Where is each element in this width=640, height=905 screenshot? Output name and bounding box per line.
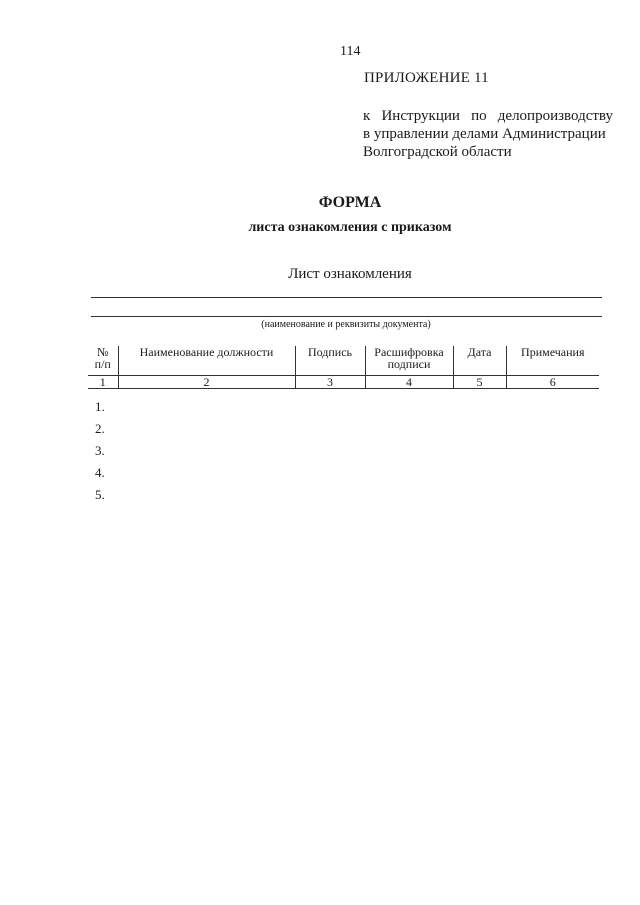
table-number-row [88, 376, 599, 389]
list-item: 5. [95, 487, 105, 502]
col-header-signature-decoding: Расшифровка подписи [365, 346, 453, 376]
document-name-line-2 [91, 316, 602, 317]
col-number: 6 [506, 376, 599, 389]
list-item: 2. [95, 421, 105, 436]
instruction-word: Инструкции [381, 108, 460, 124]
col-header-signature: Подпись [295, 346, 365, 376]
instruction-word: делопроизводству [497, 108, 613, 124]
instruction-word: по [471, 108, 487, 124]
instruction-line-2: в управлении делами Администрации [363, 126, 606, 142]
table-header-row [88, 346, 599, 376]
instruction-line-1 [363, 107, 613, 125]
row-list [95, 398, 105, 508]
list-item: 1. [95, 399, 105, 414]
col-header-position: Наименование должности [118, 346, 295, 376]
col-header-number: № п/п [88, 346, 118, 376]
appendix-label: ПРИЛОЖЕНИЕ 11 [364, 70, 489, 86]
col-number: 4 [365, 376, 453, 389]
form-subtitle: листа ознакомления с приказом [248, 220, 452, 235]
form-title: ФОРМА [318, 194, 382, 211]
col-number: 5 [453, 376, 506, 389]
col-header-notes: Примечания [506, 346, 599, 376]
document-caption: (наименование и реквизиты документа) [261, 319, 431, 330]
col-number: 1 [88, 376, 118, 389]
col-number: 2 [118, 376, 295, 389]
list-item: 3. [95, 443, 105, 458]
col-header-date: Дата [453, 346, 506, 376]
instruction-reference [363, 107, 613, 161]
instruction-word: к [363, 108, 371, 124]
instruction-line-3: Волгоградской области [363, 144, 512, 160]
document-name-line-1 [91, 297, 602, 298]
col-number: 3 [295, 376, 365, 389]
list-item: 4. [95, 465, 105, 480]
page-number: 114 [340, 44, 361, 59]
acknowledgement-table [88, 346, 599, 389]
sheet-title: Лист ознакомления [288, 266, 412, 282]
